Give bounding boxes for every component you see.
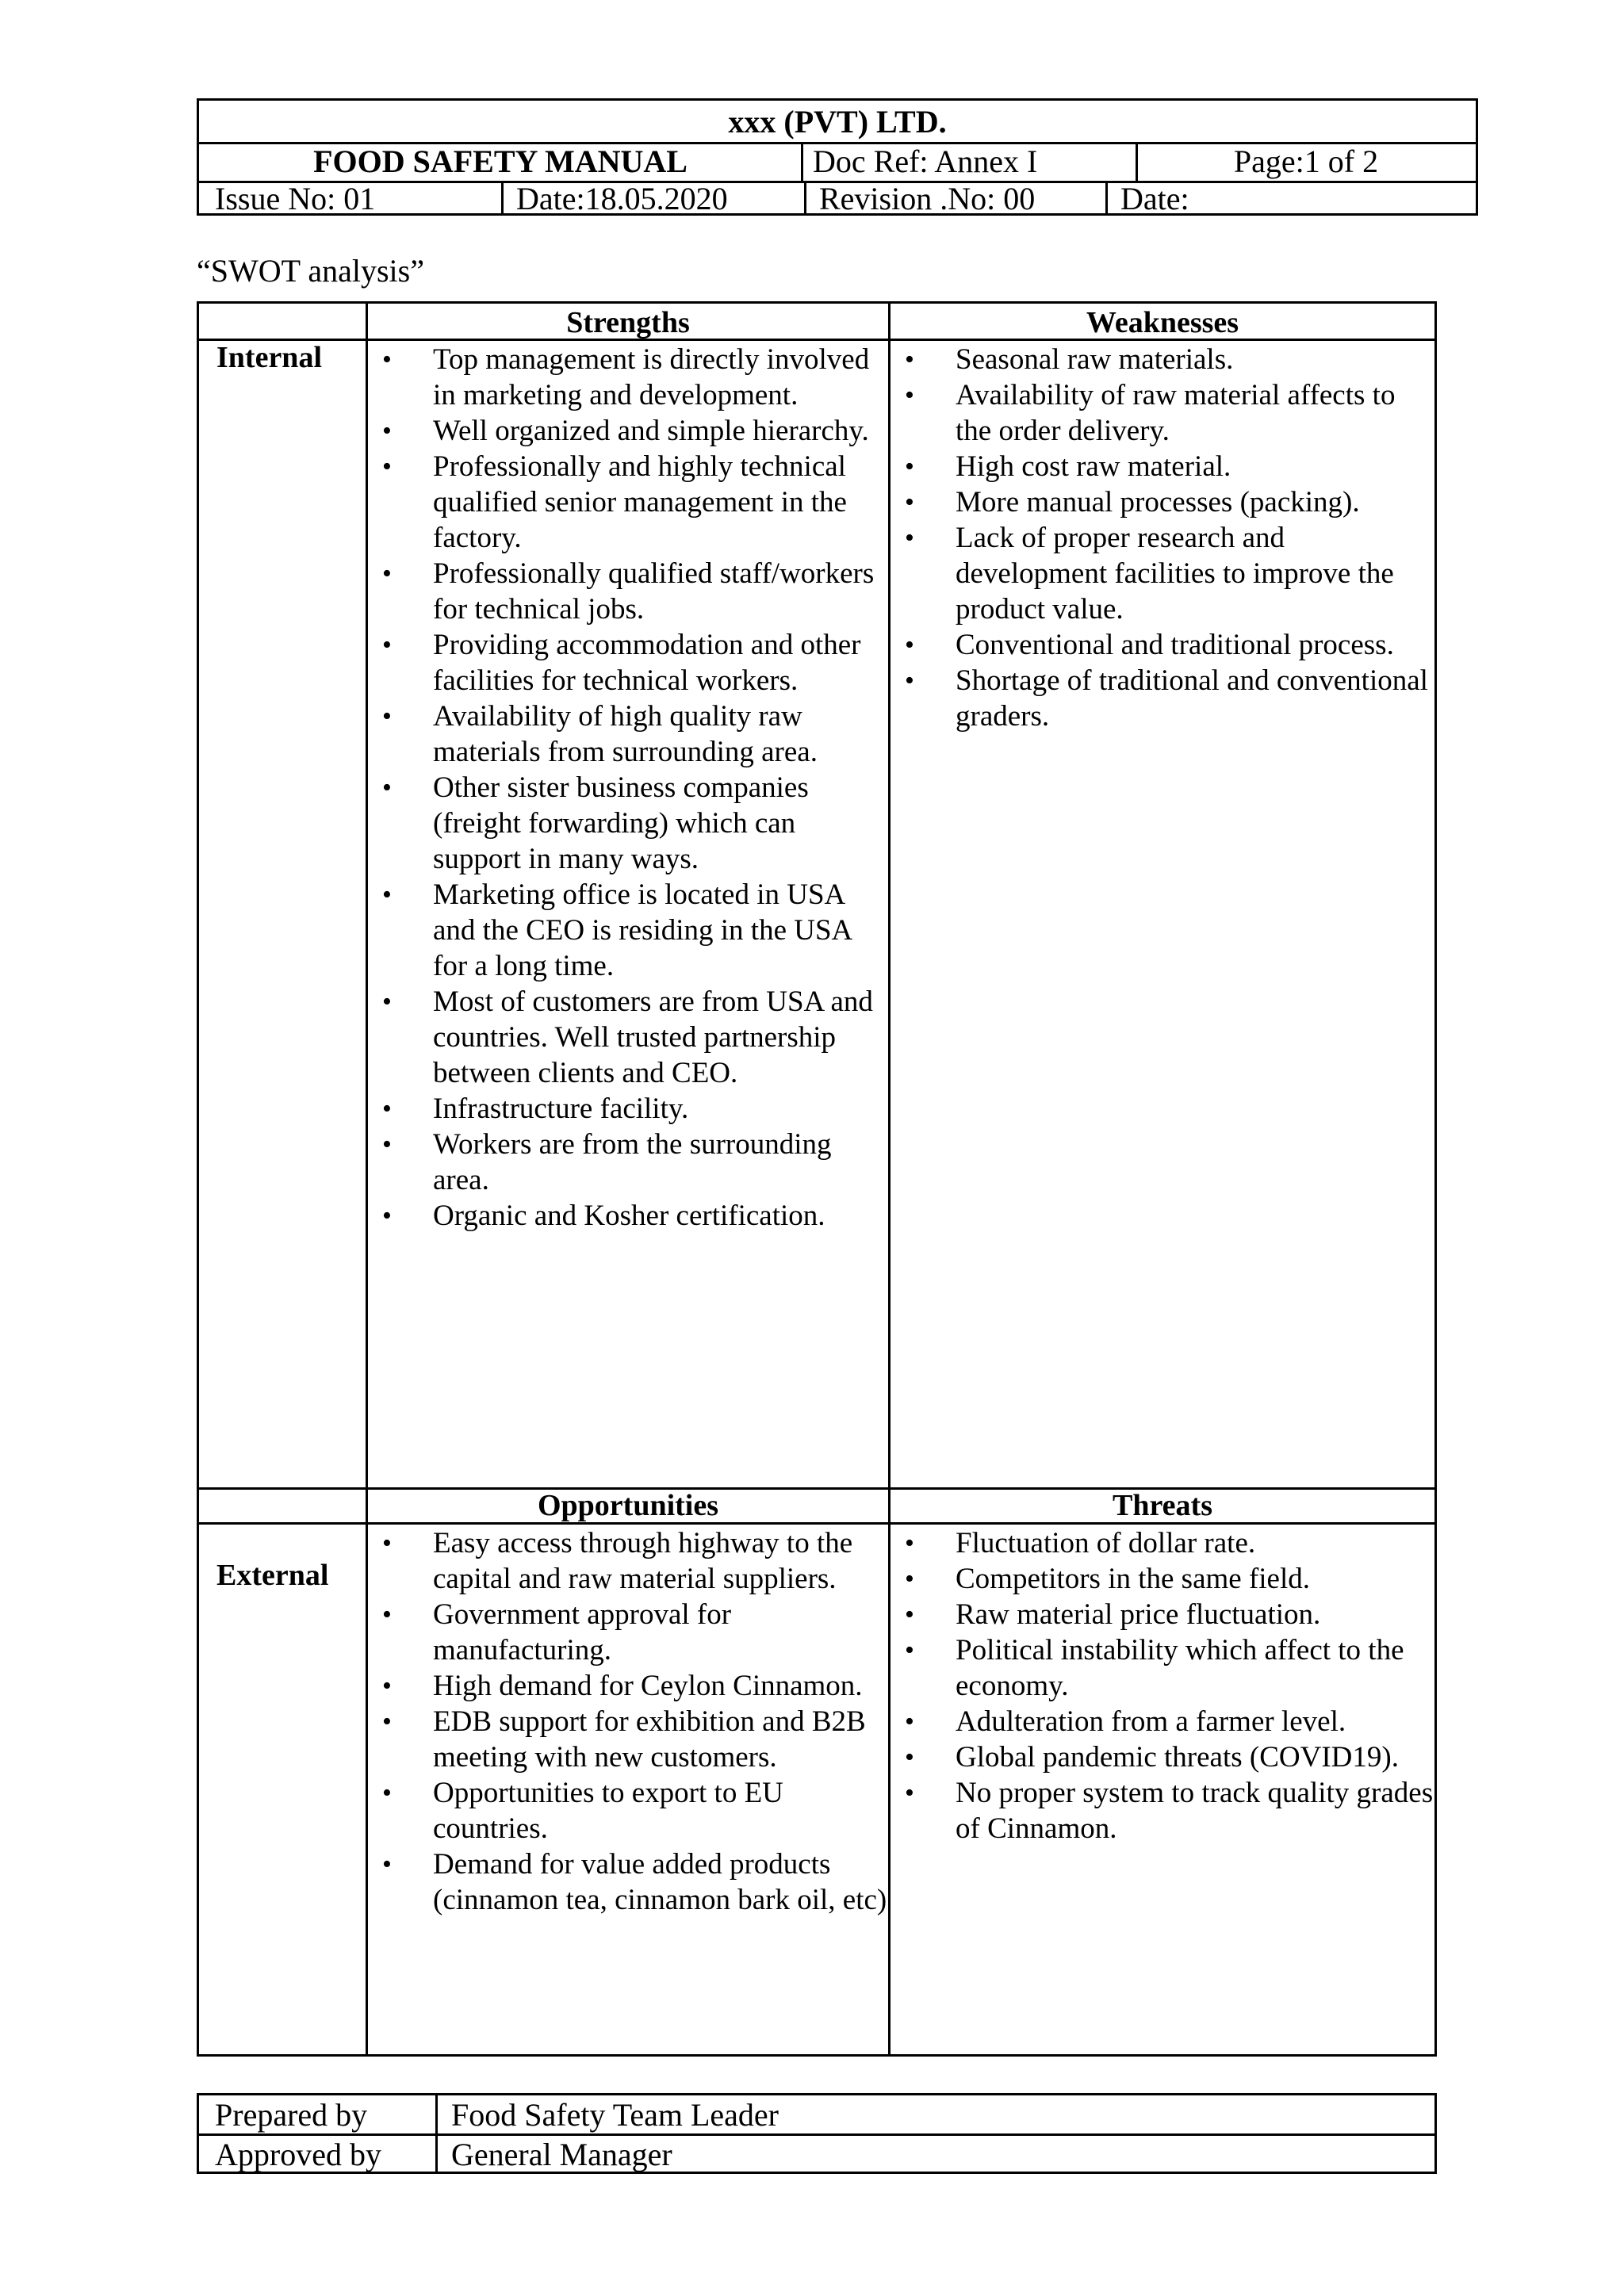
list-item: • High demand for Ceylon Cinnamon. [368,1668,888,1704]
list-item: • Availability of high quality raw materials from surrounding area. [368,698,888,770]
threats-heading: Threats [1113,1489,1212,1522]
list-item: • High cost raw material. [891,449,1434,484]
list-item: • Global pandemic threats (COVID19). [891,1739,1434,1775]
divider [1105,181,1108,216]
internal-label: Internal [216,341,322,374]
list-item: • Demand for value added products (cinnamon tea, cinnamon bark oil, etc) [368,1846,888,1918]
approval-table [197,2093,1437,2174]
list-item: • Opportunities to export to EU countries. [368,1775,888,1846]
list-item: • Well organized and simple hierarchy. [368,413,888,449]
list-item: • Professionally qualified staff/workers for technical jobs. [368,556,888,627]
list-item: • Providing accommodation and other facilities for technical workers. [368,627,888,698]
list-item: • Political instability which affect to the economy. [891,1632,1434,1704]
weaknesses-heading: Weaknesses [1086,306,1239,339]
approved-label: Approved by [215,2137,381,2172]
header-row-issue [199,181,1476,216]
list-item: • Adulteration from a farmer level. [891,1704,1434,1739]
list-item: • Availability of raw material affects to the order delivery. [891,377,1434,449]
list-item: • Top management is directly involved in marketing and development. [368,342,888,413]
prepared-value: Food Safety Team Leader [451,2097,779,2133]
list-item: • Government approval for manufacturing. [368,1597,888,1668]
prepared-label: Prepared by [215,2097,368,2133]
external-label: External [216,1559,329,1592]
list-item: • Marketing office is located in USA and the CEO is residing in the USA for a long time. [368,877,888,984]
document-header-table [197,98,1478,216]
list-item: • More manual processes (packing). [891,484,1434,520]
list-item: • Easy access through highway to the capital and raw material suppliers. [368,1525,888,1597]
list-item: • EDB support for exhibition and B2B meeting with new customers. [368,1704,888,1775]
divider [501,181,504,216]
page-number: Page:1 of 2 [1233,144,1379,179]
revision-date: Date: [1120,180,1189,216]
list-item: • Most of customers are from USA and countries. Well trusted partnership between clients and CEO. [368,984,888,1091]
header-row-manual [199,142,1476,183]
prepared-row [199,2095,1434,2134]
divider [1136,142,1138,181]
issue-date: Date:18.05.2020 [516,180,728,216]
revision-number: Revision .No: 00 [819,180,1036,216]
list-item: • Workers are from the surrounding area. [368,1127,888,1198]
approved-row [199,2135,1434,2174]
list-item: • Seasonal raw materials. [891,342,1434,377]
list-item: • Infrastructure facility. [368,1091,888,1127]
header-row-company [199,101,1476,144]
list-item: • Professionally and highly technical qualified senior management in the factory. [368,449,888,556]
manual-title: FOOD SAFETY MANUAL [313,144,688,179]
list-item: • Competitors in the same field. [891,1561,1434,1597]
swot-table [197,301,1437,2057]
opportunities-heading: Opportunities [537,1489,719,1522]
doc-ref: Doc Ref: Annex I [813,144,1038,179]
list-item: • Other sister business companies (freight forwarding) which can support in many ways. [368,770,888,877]
list-item: • No proper system to track quality grades of Cinnamon. [891,1775,1434,1846]
strengths-heading: Strengths [566,306,690,339]
approved-value: General Manager [451,2137,672,2172]
opportunities-list [368,1525,888,1918]
list-item: • Conventional and traditional process. [891,627,1434,663]
list-item: • Shortage of traditional and conventional graders. [891,663,1434,734]
list-item: • Organic and Kosher certification. [368,1198,888,1234]
list-item: • Raw material price fluctuation. [891,1597,1434,1632]
page-title: “SWOT analysis” [197,253,424,289]
weaknesses-list [891,342,1434,734]
divider [801,142,803,181]
list-item: • Lack of proper research and development facilities to improve the product value. [891,520,1434,627]
list-item: • Fluctuation of dollar rate. [891,1525,1434,1561]
issue-number: Issue No: 01 [215,180,376,216]
strengths-list [368,342,888,1234]
threats-list [891,1525,1434,1846]
divider [804,181,806,216]
company-name: xxx (PVT) LTD. [728,103,947,140]
